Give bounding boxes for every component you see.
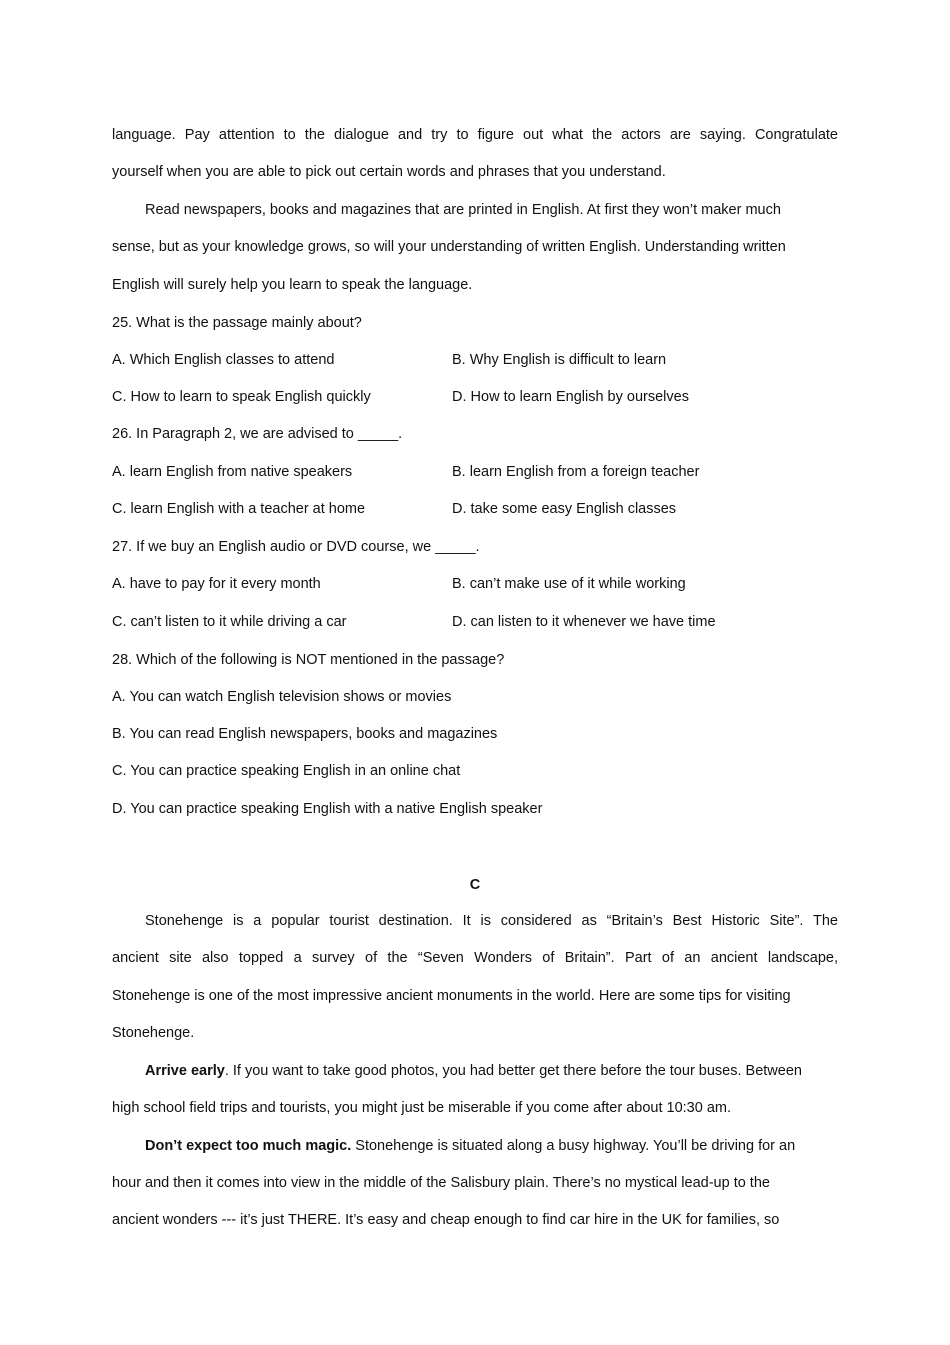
question-28-option-d: D. You can practice speaking English with a native English speaker	[112, 801, 543, 817]
tip-heading: Don’t expect too much magic.	[145, 1138, 352, 1154]
tip-text: . If you want to take good photos, you had better get there before the tour buses. Between	[224, 1063, 802, 1079]
question-25-stem: 25. What is the passage mainly about?	[112, 315, 362, 331]
passage-c-line: ancient wonders --- it’s just THERE. It’s easy and cheap enough to find car hire in the UK for families, so	[112, 1212, 780, 1228]
question-27-option-c: C. can’t listen to it while driving a car	[112, 614, 347, 630]
passage-c-line: hour and then it comes into view in the middle of the Salisbury plain. There’s no mystical lead-up to the	[112, 1175, 770, 1191]
passage-c-tip-line	[145, 1061, 838, 1081]
question-28-option-b: B. You can read English newspapers, books and magazines	[112, 726, 498, 742]
passage-b-line: sense, but as your knowledge grows, so will your understanding of written English. Understanding written	[112, 239, 786, 255]
tip-text: Stonehenge is situated along a busy highway. You’ll be driving for an	[351, 1138, 796, 1154]
question-27-option-b: B. can’t make use of it while working	[452, 576, 686, 592]
question-26-stem: 26. In Paragraph 2, we are advised to _____.	[112, 426, 403, 442]
passage-b-line: yourself when you are able to pick out certain words and phrases that you understand.	[112, 164, 666, 180]
question-26-option-b: B. learn English from a foreign teacher	[452, 464, 700, 480]
passage-c-line: Stonehenge is a popular tourist destination. It is considered as “Britain’s Best Historic Site”. The	[145, 913, 838, 929]
question-26-option-c: C. learn English with a teacher at home	[112, 501, 366, 517]
passage-c-line: Stonehenge is one of the most impressive ancient monuments in the world. Here are some tips for visiting	[112, 988, 791, 1004]
passage-b-line: language. Pay attention to the dialogue and try to figure out what the actors are saying. Congratulate	[112, 127, 838, 143]
section-heading: C	[469, 877, 481, 893]
question-26-option-d: D. take some easy English classes	[452, 501, 677, 517]
passage-b-line: English will surely help you learn to speak the language.	[112, 277, 473, 293]
question-25-option-a: A. Which English classes to attend	[112, 352, 335, 368]
passage-c-line: ancient site also topped a survey of the “Seven Wonders of Britain”. Part of an ancient landscape,	[112, 950, 838, 966]
passage-c-line: high school field trips and tourists, you might just be miserable if you come after about 10:30 am.	[112, 1100, 731, 1116]
passage-c-line: Stonehenge.	[112, 1025, 195, 1041]
question-28-option-a: A. You can watch English television shows or movies	[112, 689, 452, 705]
question-26-option-a: A. learn English from native speakers	[112, 464, 353, 480]
question-28-stem: 28. Which of the following is NOT mentioned in the passage?	[112, 652, 505, 668]
passage-c-tip-line	[145, 1136, 838, 1156]
question-27-stem: 27. If we buy an English audio or DVD course, we _____.	[112, 539, 480, 555]
question-25-option-c: C. How to learn to speak English quickly	[112, 389, 371, 405]
question-27-option-d: D. can listen to it whenever we have time	[452, 614, 716, 630]
question-27-option-a: A. have to pay for it every month	[112, 576, 321, 592]
question-28-option-c: C. You can practice speaking English in an online chat	[112, 763, 461, 779]
question-25-option-b: B. Why English is difficult to learn	[452, 352, 667, 368]
passage-b-line: Read newspapers, books and magazines that are printed in English. At first they won’t maker much	[145, 202, 781, 218]
tip-heading: Arrive early	[145, 1063, 225, 1079]
question-25-option-d: D. How to learn English by ourselves	[452, 389, 689, 405]
